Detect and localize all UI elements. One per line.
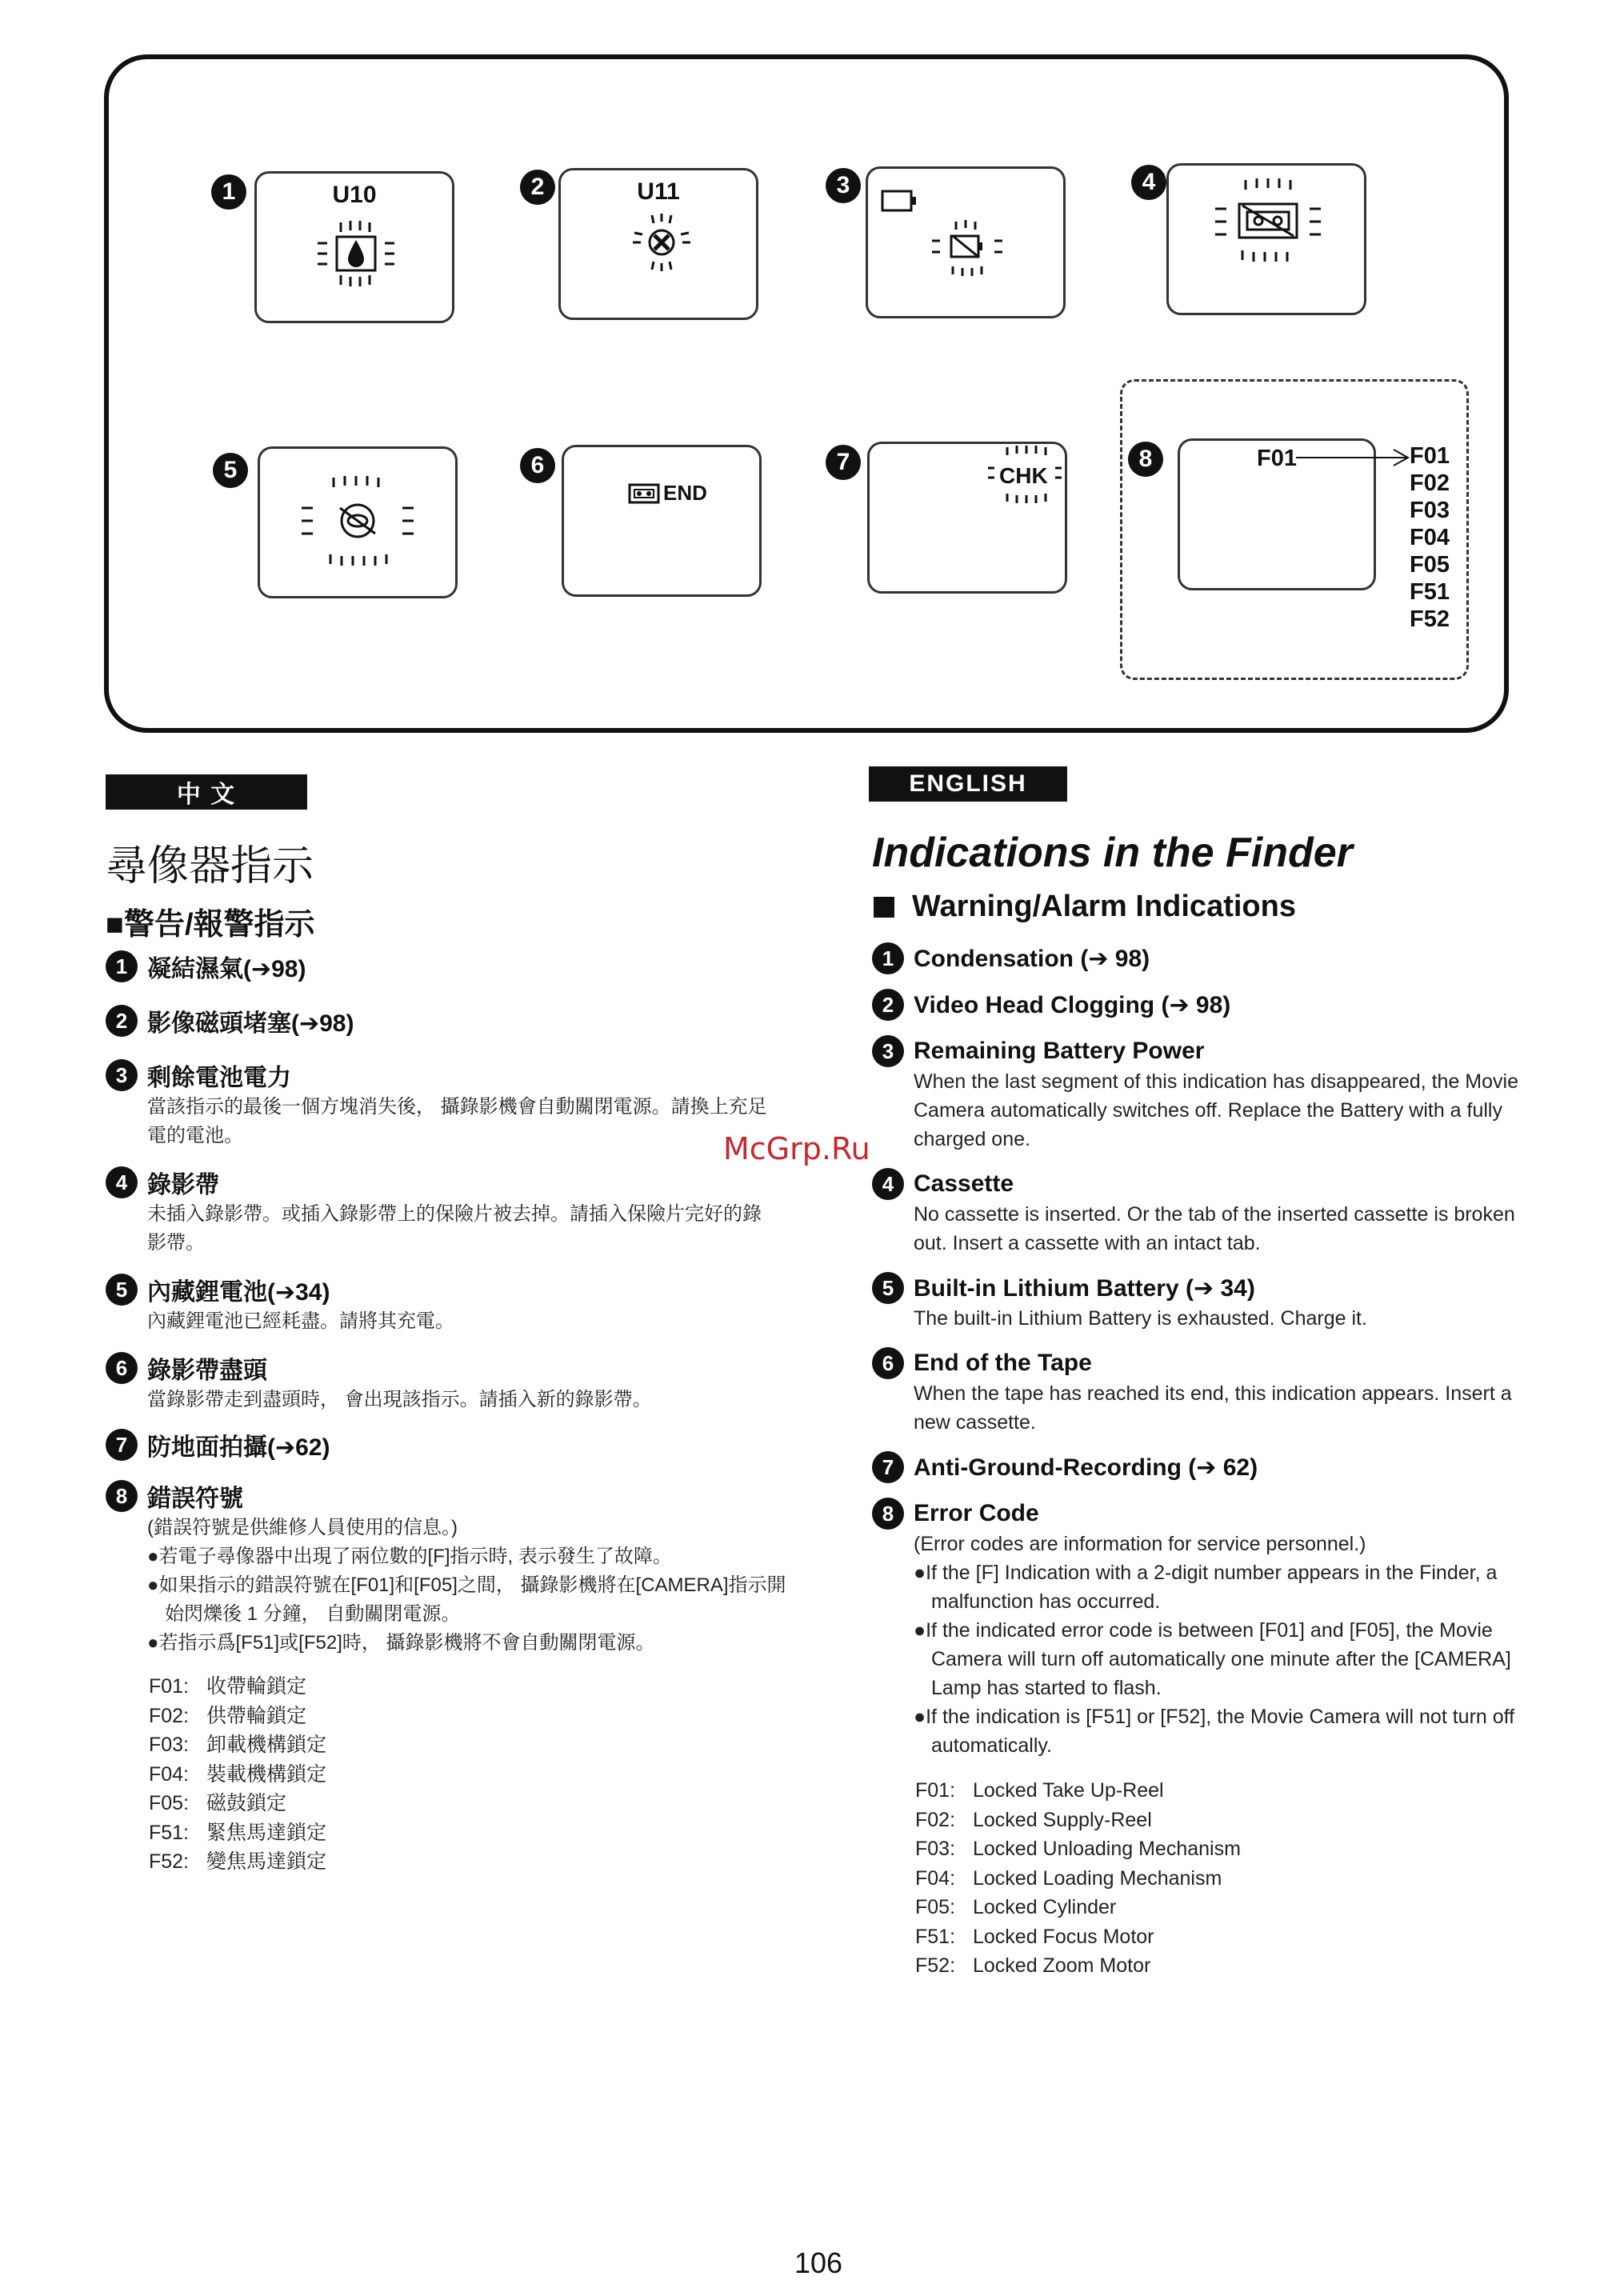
- chinese-section-label: 中 文: [106, 774, 307, 810]
- zh-item-desc: (錯誤符號是供維修人員使用的信息。): [147, 1517, 458, 1538]
- watermark: McGrp.Ru: [723, 1131, 870, 1166]
- screen-chk: [867, 442, 1067, 594]
- zh-item-title: 錄影帶盡頭: [147, 1358, 267, 1384]
- en-item-desc: When the last segment of this indication has disappeared, the Movie Camera automatically switches off. Replace the Battery with a fully charged one.: [914, 1070, 1518, 1150]
- screen-code: U11: [637, 178, 680, 205]
- en-item-title: Cassette: [914, 1170, 1014, 1197]
- error-code: F02: [1410, 470, 1450, 496]
- en-item-4: 4 Cassette No cassette is inserted. Or the tab of the inserted cassette is broken out. Insert a cassette with an intact tab.: [872, 1168, 1528, 1258]
- page-number: 106: [794, 2246, 843, 2279]
- en-item-2: 2 Video Head Clogging (➔ 98): [872, 989, 1230, 1021]
- error-code: F51: [1410, 579, 1450, 605]
- screen-lithium: [258, 446, 458, 598]
- zh-item-3: 3 剩餘電池電力 當該指示的最後一個方塊消失後， 攝錄影機會自動關閉電源。請換上充足電的電池。: [106, 1058, 778, 1150]
- zh-item-1: 1 凝結濕氣(➔98): [106, 949, 306, 984]
- battery-empty-blink-icon: [929, 218, 1006, 278]
- en-code-row: F05: Locked Cylinder: [915, 1896, 1117, 1918]
- en-item-desc: The built-in Lithium Battery is exhausted. Charge it.: [914, 1307, 1367, 1330]
- zh-bullet: ●若指示爲[F51]或[F52]時， 攝錄影機將不會自動關閉電源。: [147, 1632, 655, 1654]
- zh-item-8: 8 錯誤符號 (錯誤符號是供維修人員使用的信息。) ●若電子尋像器中出現了兩位數的[F]指示時, 表示發生了故障。 ●如果指示的錯誤符號在[F01]和[F05]之間， 攝錄影機將在[CAMERA]指示開始閃爍後 1 分鐘， 自動關閉電源。 ●若指示爲[F51]或[F52]時， 攝錄影機將不會自動關閉電源。: [106, 1478, 794, 1658]
- zh-code-row: F03: 卸載機構鎖定: [149, 1734, 327, 1756]
- zh-item-title: 內藏鋰電池(➔34): [147, 1279, 330, 1306]
- zh-item-4: 4 錄影帶 未插入錄影帶。或插入錄影帶上的保險片被去掉。請插入保險片完好的錄影帶。: [106, 1165, 778, 1258]
- en-item-title: Built-in Lithium Battery (➔ 34): [914, 1274, 1255, 1302]
- en-code-row: F51: Locked Focus Motor: [915, 1925, 1154, 1948]
- en-bullet-list: [914, 1558, 1528, 1760]
- error-code-display: F01: [1257, 446, 1297, 471]
- tape-end-icon: [628, 483, 660, 504]
- en-code-row: F02: Locked Supply-Reel: [915, 1808, 1152, 1831]
- en-item-title: Condensation (➔ 98): [914, 945, 1150, 972]
- condensation-droplet-icon: [313, 218, 401, 290]
- screen-cassette: [1166, 163, 1366, 315]
- callout-3: 3: [826, 168, 861, 203]
- en-item-title: Error Code: [914, 1500, 1039, 1526]
- en-item-desc: When the tape has reached its end, this indication appears. Insert a new cassette.: [914, 1382, 1512, 1434]
- zh-code-row: F51: 緊焦馬達鎖定: [149, 1821, 327, 1844]
- square-bullet-icon: [874, 897, 894, 918]
- zh-bullet-list: [147, 1542, 794, 1658]
- zh-item-2: 2 影像磁頭堵塞(➔98): [106, 1003, 354, 1038]
- zh-item-desc: 當該指示的最後一個方塊消失後， 攝錄影機會自動關閉電源。請換上充足電的電池。: [147, 1096, 767, 1146]
- en-code-row: F01: Locked Take Up-Reel: [915, 1779, 1164, 1802]
- cassette-tab-icon: [1214, 177, 1322, 265]
- error-code-list: [1410, 442, 1450, 633]
- error-code: F52: [1410, 606, 1450, 632]
- zh-code-row: F02: 供帶輪鎖定: [149, 1704, 307, 1727]
- zh-code-row: F01: 收帶輪鎖定: [149, 1675, 307, 1698]
- en-item-5: 5 Built-in Lithium Battery (➔ 34) The built-in Lithium Battery is exhausted. Charge it.: [872, 1272, 1528, 1333]
- chinese-subtitle: ■警告/報警指示: [106, 908, 315, 942]
- zh-item-desc: 內藏鋰電池已經耗盡。請將其充電。: [147, 1310, 454, 1332]
- zh-item-desc: 當錄影帶走到盡頭時， 會出現該指示。請插入新的錄影帶。: [147, 1389, 652, 1410]
- zh-item-title: 影像磁頭堵塞(➔98): [147, 1010, 354, 1037]
- error-code: F04: [1410, 525, 1450, 550]
- en-item-title: Video Head Clogging (➔ 98): [914, 991, 1231, 1018]
- screen-condensation: [254, 171, 454, 323]
- callout-5: 5: [213, 453, 248, 488]
- tape-end-label: END: [663, 481, 707, 505]
- zh-item-6: 6 錄影帶盡頭 當錄影帶走到盡頭時， 會出現該指示。請插入新的錄影帶。: [106, 1350, 778, 1414]
- arrow-icon: [1296, 448, 1413, 467]
- callout-7: 7: [826, 445, 861, 480]
- zh-item-5: 5 內藏鋰電池(➔34) 內藏鋰電池已經耗盡。請將其充電。: [106, 1272, 778, 1336]
- zh-code-row: F04: 裝載機構鎖定: [149, 1762, 327, 1786]
- en-error-code-table: [915, 1776, 1241, 1981]
- zh-item-title: 錯誤符號: [147, 1486, 243, 1512]
- en-item-title: Anti-Ground-Recording (➔ 62): [914, 1454, 1258, 1481]
- en-bullet: ●If the indicated error code is between [F01] and [F05], the Movie Camera will turn off automatically one minute after the [CAMERA] Lamp has started to flash.: [914, 1619, 1511, 1699]
- en-item-title: Remaining Battery Power: [914, 1038, 1205, 1064]
- zh-item-desc: 未插入錄影帶。或插入錄影帶上的保險片被去掉。請插入保險片完好的錄影帶。: [147, 1203, 762, 1254]
- zh-item-title: 錄影帶: [147, 1172, 219, 1198]
- screen-head-clog: [558, 168, 758, 320]
- zh-code-row: F05: 磁鼓鎖定: [149, 1792, 287, 1814]
- en-bullet: ●If the [F] Indication with a 2-digit number appears in the Finder, a malfunction has occurred.: [914, 1562, 1498, 1613]
- zh-item-7: 7 防地面拍攝(➔62): [106, 1427, 330, 1462]
- en-code-row: F04: Locked Loading Mechanism: [915, 1866, 1222, 1890]
- english-subtitle: Warning/Alarm Indications: [874, 890, 1296, 924]
- error-code: F05: [1410, 552, 1450, 578]
- head-clog-icon: [631, 212, 692, 273]
- screen-code: U10: [332, 182, 377, 208]
- callout-1: 1: [211, 174, 246, 210]
- en-bullet: ●If the indication is [F51] or [F52], the Movie Camera will not turn off automatically.: [914, 1706, 1515, 1757]
- zh-code-row: F52: 變焦馬達鎖定: [149, 1850, 327, 1873]
- en-item-title: End of the Tape: [914, 1350, 1092, 1376]
- callout-2: 2: [520, 170, 555, 205]
- battery-icon: [881, 190, 918, 212]
- chk-icon: CHK: [999, 463, 1048, 488]
- zh-item-title: 剩餘電池電力: [147, 1065, 291, 1091]
- en-code-row: F52: Locked Zoom Motor: [915, 1954, 1151, 1977]
- zh-error-code-table: [149, 1672, 326, 1877]
- en-item-6: 6 End of the Tape When the tape has reached its end, this indication appears. Insert a new cassette.: [872, 1347, 1528, 1437]
- en-code-row: F03: Locked Unloading Mechanism: [915, 1838, 1241, 1860]
- error-code: F01: [1410, 443, 1450, 469]
- screen-battery: [866, 166, 1066, 318]
- en-item-1: 1 Condensation (➔ 98): [872, 942, 1150, 974]
- zh-item-title: 凝結濕氣(➔98): [147, 956, 306, 982]
- en-item-desc: No cassette is inserted. Or the tab of the inserted cassette is broken out. Insert a cassette with an intact tab.: [914, 1203, 1515, 1254]
- chinese-title: 尋像器指示: [106, 843, 314, 890]
- zh-item-title: 防地面拍攝(➔62): [147, 1434, 330, 1461]
- en-item-desc: (Error codes are information for service personnel.): [914, 1533, 1366, 1555]
- callout-6: 6: [520, 448, 555, 483]
- zh-bullet: ●若電子尋像器中出現了兩位數的[F]指示時, 表示發生了故障。: [147, 1546, 672, 1567]
- en-item-3: 3 Remaining Battery Power When the last segment of this indication has disappeared, the Movie Camera automatically switches off. Replace the Battery with a fully charged one.: [872, 1035, 1528, 1154]
- en-item-7: 7 Anti-Ground-Recording (➔ 62): [872, 1451, 1258, 1483]
- lithium-battery-icon: [298, 471, 418, 572]
- callout-4: 4: [1131, 165, 1166, 200]
- screen-tape-end: [562, 445, 762, 597]
- callout-8: 8: [1128, 442, 1163, 477]
- en-item-8: 8 Error Code (Error codes are information for service personnel.) ●If the [F] Indication with a 2-digit number appears in the Finder, a malfunction has occurred. ●If the indicated error code is between [F01] and [F05], the Movie Camera will turn off automatically one minute after the [CAMERA] Lamp has started to flash. ●If the indication is [F51] or [F52], the Movie Camera will not turn off automatically.: [872, 1498, 1528, 1760]
- zh-bullet: ●如果指示的錯誤符號在[F01]和[F05]之間， 攝錄影機將在[CAMERA]指示開始閃爍後 1 分鐘， 自動關閉電源。: [147, 1574, 786, 1625]
- error-code: F03: [1410, 498, 1450, 523]
- english-title: Indications in the Finder: [872, 830, 1353, 876]
- english-section-label: ENGLISH: [869, 766, 1067, 802]
